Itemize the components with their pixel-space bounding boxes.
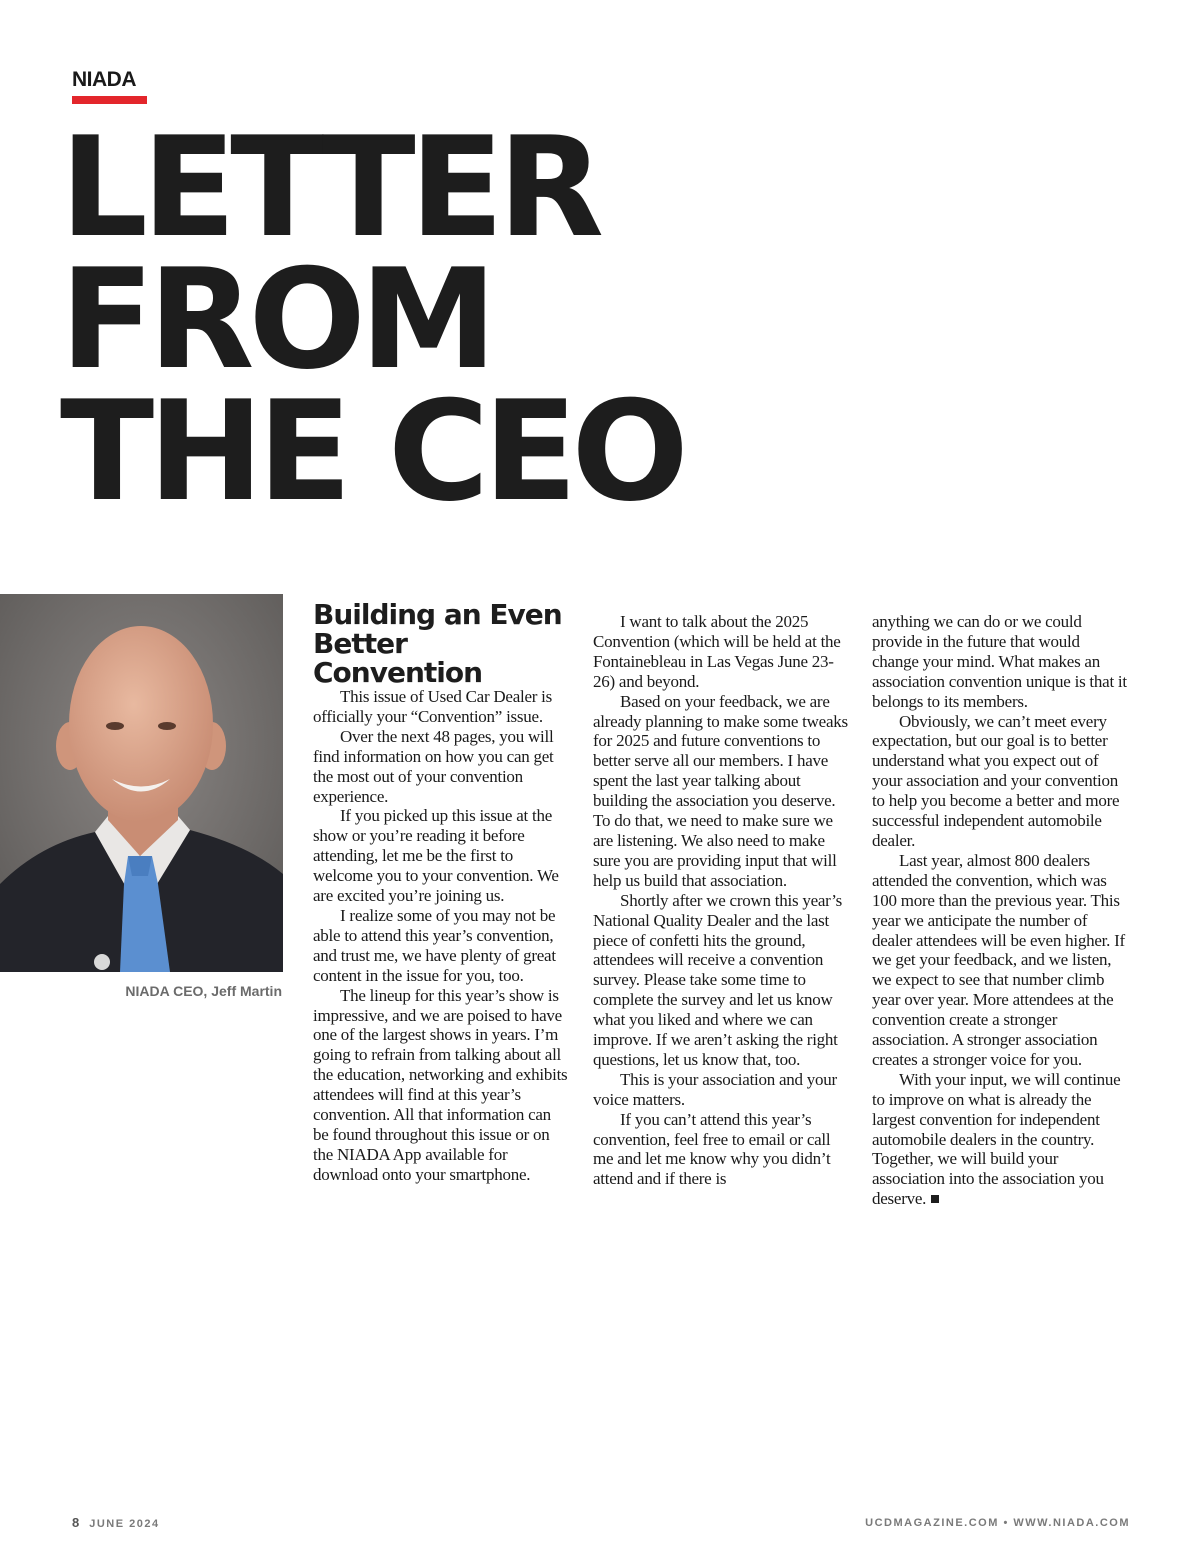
page-title: LETTER FROM THE CEO xyxy=(60,107,683,532)
paragraph-text: With your input, we will continue to improve on what is already the largest convention for independent automobile dealers in the country. Together, we will build your association into the association you deserve. xyxy=(872,1069,1121,1209)
end-mark-icon xyxy=(931,1195,939,1203)
article-subhead: Building an Even Better Convention xyxy=(313,598,562,689)
paragraph: This issue of Used Car Dealer is officially your “Convention” issue. xyxy=(313,687,553,726)
portrait-illustration xyxy=(0,594,283,972)
page-number: 8 xyxy=(72,1515,80,1530)
article-column-1 xyxy=(313,600,569,1185)
paragraph: If you picked up this issue at the show or you’re reading it before attending, let me be the first to welcome you to your convention. We are excited you’re joining us. xyxy=(313,806,559,906)
section-kicker: NIADA xyxy=(72,68,136,91)
article-column-3 xyxy=(872,612,1128,1209)
paragraph-final xyxy=(872,1070,1128,1209)
footer-sites: UCDMAGAZINE.COM • WWW.NIADA.COM xyxy=(865,1517,1130,1529)
paragraph: I realize some of you may not be able to attend this year’s convention, and trust me, we have plenty of great content in the issue for you, too. xyxy=(313,905,556,985)
ceo-portrait-photo xyxy=(0,594,283,972)
paragraph: Obviously, we can’t meet every expectation, but our goal is to better understand what you expect out of your association and your convention to help you become a better and more successful independent automobile dealer. xyxy=(872,711,1120,850)
paragraph: The lineup for this year’s show is impressive, and we are poised to have one of the largest shows in years. I’m going to refrain from talking about all the education, networking and exhibits attendees will find at this year’s convention. All that information can be found throughout this issue or on the NIADA App available for download onto your smartphone. xyxy=(313,985,568,1184)
kicker-accent-bar xyxy=(72,96,147,104)
paragraph: Last year, almost 800 dealers attended the convention, which was 100 more than the previous year. This year we anticipate the number of dealer attendees will be even higher. If we get your feedback, and we listen, we expect to see that number climb year over year. More attendees at the convention create a stronger association. A stronger association creates a stronger voice for you. xyxy=(872,850,1125,1069)
paragraph: This is your association and your voice matters. xyxy=(593,1069,837,1109)
paragraph-continued: anything we can do or we could provide in the future that would change your mind. What makes an association convention unique is that it belongs to its members. xyxy=(872,612,1127,711)
paragraph: Based on your feedback, we are already planning to make some tweaks for 2025 and future conventions to better serve all our members. I have spent the last year talking about building the association you deserve. To do that, we need to make sure we are listening. We also need to make sure you are providing input that will help us build that association. xyxy=(593,691,848,890)
paragraph: If you can’t attend this year’s convention, feel free to email or call me and let me know why you didn’t attend and if there is xyxy=(593,1109,831,1189)
paragraph: Over the next 48 pages, you will find information on how you can get the most out of your convention experience. xyxy=(313,726,554,806)
issue-date: JUNE 2024 xyxy=(89,1518,160,1530)
footer-left xyxy=(72,1515,160,1530)
article-column-2 xyxy=(593,612,849,1189)
paragraph: I want to talk about the 2025 Convention (which will be held at the Fontainebleau in Las Vegas June 23-26) and beyond. xyxy=(593,612,841,691)
photo-caption: NIADA CEO, Jeff Martin xyxy=(125,983,282,999)
paragraph: Shortly after we crown this year’s National Quality Dealer and the last piece of confetti hits the ground, attendees will receive a convention survey. Please take some time to complete the survey and let us know what you liked and where we can improve. If we aren’t asking the right questions, let us know that, too. xyxy=(593,890,843,1069)
